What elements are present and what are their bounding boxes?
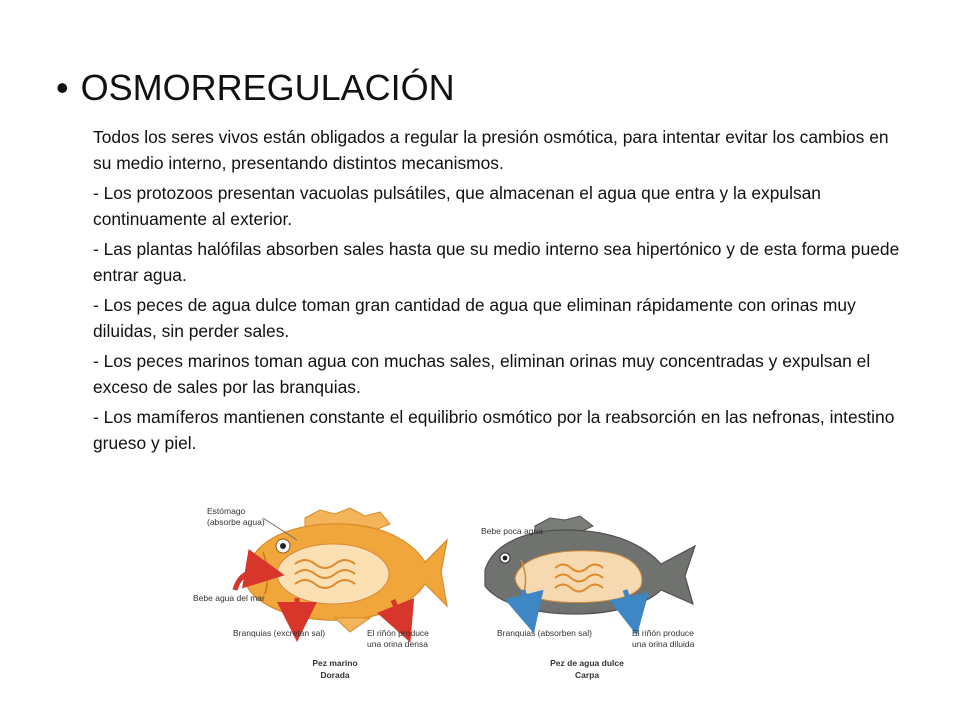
slide-title [56,66,455,110]
freshwater-kidney-label-1: El riñón produce [632,628,694,638]
freshwater-drink-label: Bebe poca agua [481,526,543,536]
marine-kidney-label-2: una orina densa [367,639,428,649]
marine-stomach-label-1: Estómago [207,506,246,516]
marine-caption-2: Dorada [320,670,350,680]
osmoregulation-figure [185,490,725,690]
freshwater-kidney-label-2: una orina diluida [632,639,695,649]
marine-drink-label: Bebe agua del mar [193,593,265,603]
slide-body [93,124,905,460]
paragraph-freshwater-fish: - Los peces de agua dulce toman gran cantidad de agua que eliminan rápidamente con orinas muy diluidas, sin perder sales. [93,295,856,341]
freshwater-gill-label: Branquias (absorben sal) [497,628,592,638]
fish-diagram [185,490,725,690]
freshwater-caption-1: Pez de agua dulce [550,658,624,668]
paragraph-protozoa: - Los protozoos presentan vacuolas pulsátiles, que almacenan el agua que entra y la expulsan continuamente al exterior. [93,183,821,229]
paragraph-mammals: - Los mamíferos mantienen constante el equilibrio osmótico por la reabsorción en las nefronas, intestino grueso y piel. [93,407,895,453]
marine-caption-1: Pez marino [312,658,358,668]
paragraph-halophytes: - Las plantas halófilas absorben sales hasta que su medio interno sea hipertónico y de esta forma puede entrar agua. [93,239,900,285]
paragraph-marine-fish: - Los peces marinos toman agua con muchas sales, eliminan orinas muy concentradas y expulsan el exceso de sales por las branquias. [93,351,871,397]
freshwater-caption-2: Carpa [574,670,600,680]
marine-kidney-label-1: El riñón produce [367,628,429,638]
title-bullet: • [56,67,69,108]
marine-stomach-label-2: (absorbe agua) [207,517,265,527]
title-text: OSMORREGULACIÓN [80,67,455,108]
marine-gill-label: Branquias (excretan sal) [233,628,326,638]
paragraph-intro: Todos los seres vivos están obligados a regular la presión osmótica, para intentar evitar los cambios en su medio interno, presentando distintos mecanismos. [93,127,889,173]
